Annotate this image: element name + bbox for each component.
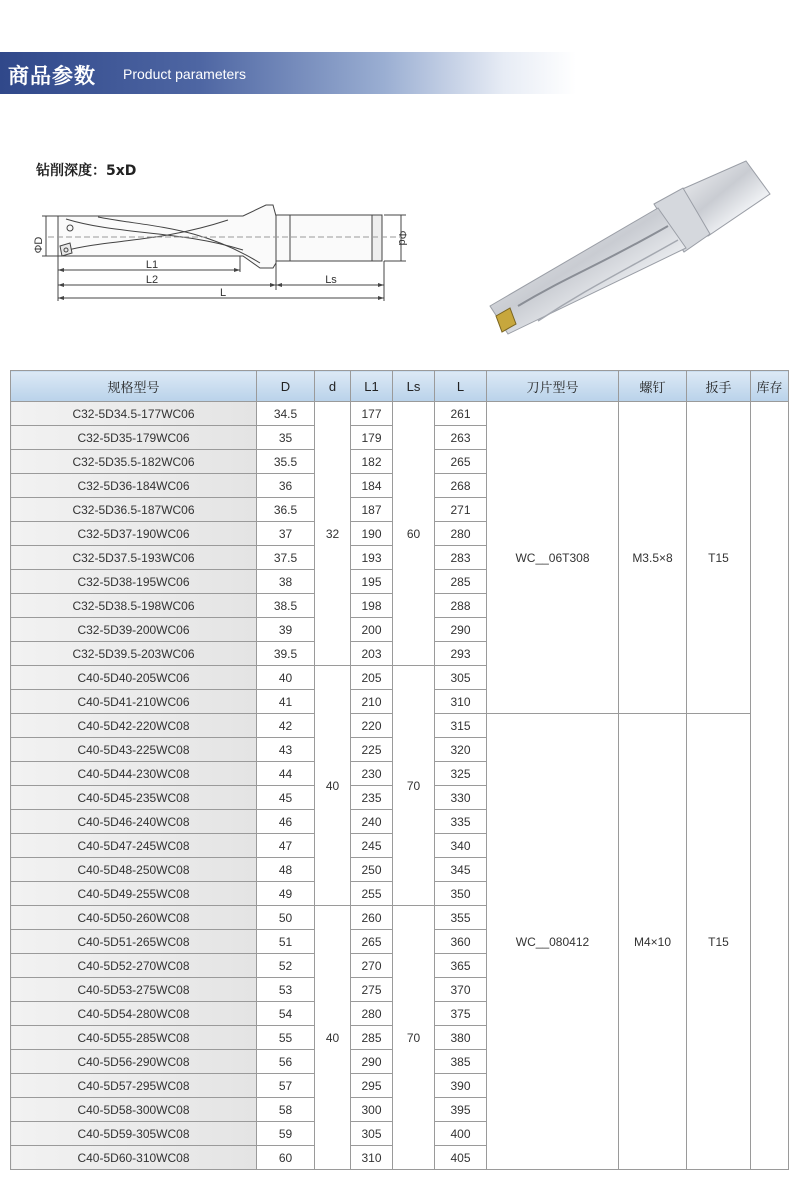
model-cell: C40-5D40-205WC06 xyxy=(11,666,257,690)
model-cell: C32-5D36.5-187WC06 xyxy=(11,498,257,522)
D-cell: 38.5 xyxy=(257,594,315,618)
header-insert: 刀片型号 xyxy=(487,371,619,402)
L-cell: 390 xyxy=(435,1074,487,1098)
D-cell: 51 xyxy=(257,930,315,954)
model-cell: C32-5D38-195WC06 xyxy=(11,570,257,594)
label-L2: L2 xyxy=(145,274,159,286)
D-cell: 48 xyxy=(257,858,315,882)
L1-cell: 230 xyxy=(351,762,393,786)
Ls-cell: 60 xyxy=(393,402,435,666)
model-cell: C40-5D45-235WC08 xyxy=(11,786,257,810)
L1-cell: 210 xyxy=(351,690,393,714)
D-cell: 42 xyxy=(257,714,315,738)
model-cell: C32-5D35-179WC06 xyxy=(11,426,257,450)
L1-cell: 187 xyxy=(351,498,393,522)
L1-cell: 290 xyxy=(351,1050,393,1074)
header-L: L xyxy=(435,371,487,402)
header-L1: L1 xyxy=(351,371,393,402)
L1-cell: 225 xyxy=(351,738,393,762)
insert-cell: WC__080412 xyxy=(487,714,619,1170)
header-banner xyxy=(0,52,800,94)
label-diameter-D: ΦD xyxy=(33,236,45,254)
D-cell: 39 xyxy=(257,618,315,642)
D-cell: 39.5 xyxy=(257,642,315,666)
L1-cell: 245 xyxy=(351,834,393,858)
D-cell: 52 xyxy=(257,954,315,978)
header-stock: 库存 xyxy=(751,371,789,402)
model-cell: C32-5D39-200WC06 xyxy=(11,618,257,642)
model-cell: C40-5D43-225WC08 xyxy=(11,738,257,762)
model-cell: C40-5D46-240WC08 xyxy=(11,810,257,834)
L1-cell: 240 xyxy=(351,810,393,834)
L-cell: 283 xyxy=(435,546,487,570)
L1-cell: 235 xyxy=(351,786,393,810)
L-cell: 395 xyxy=(435,1098,487,1122)
drill-dimension-diagram xyxy=(28,195,418,310)
L-cell: 365 xyxy=(435,954,487,978)
L-cell: 263 xyxy=(435,426,487,450)
header-screw: 螺钉 xyxy=(619,371,687,402)
L1-cell: 260 xyxy=(351,906,393,930)
model-cell: C40-5D53-275WC08 xyxy=(11,978,257,1002)
D-cell: 59 xyxy=(257,1122,315,1146)
L-cell: 325 xyxy=(435,762,487,786)
L1-cell: 275 xyxy=(351,978,393,1002)
model-cell: C32-5D34.5-177WC06 xyxy=(11,402,257,426)
model-cell: C40-5D60-310WC08 xyxy=(11,1146,257,1170)
model-cell: C40-5D47-245WC08 xyxy=(11,834,257,858)
D-cell: 45 xyxy=(257,786,315,810)
L-cell: 355 xyxy=(435,906,487,930)
D-cell: 60 xyxy=(257,1146,315,1170)
L1-cell: 177 xyxy=(351,402,393,426)
L-cell: 271 xyxy=(435,498,487,522)
L-cell: 360 xyxy=(435,930,487,954)
d-cell: 32 xyxy=(315,402,351,666)
L-cell: 265 xyxy=(435,450,487,474)
D-cell: 47 xyxy=(257,834,315,858)
label-L1: L1 xyxy=(145,259,159,271)
L1-cell: 200 xyxy=(351,618,393,642)
L1-cell: 205 xyxy=(351,666,393,690)
L-cell: 345 xyxy=(435,858,487,882)
model-cell: C32-5D37-190WC06 xyxy=(11,522,257,546)
L-cell: 385 xyxy=(435,1050,487,1074)
L1-cell: 270 xyxy=(351,954,393,978)
L-cell: 305 xyxy=(435,666,487,690)
D-cell: 44 xyxy=(257,762,315,786)
L1-cell: 285 xyxy=(351,1026,393,1050)
table-header-row xyxy=(11,371,789,402)
L-cell: 320 xyxy=(435,738,487,762)
D-cell: 58 xyxy=(257,1098,315,1122)
L1-cell: 182 xyxy=(351,450,393,474)
D-cell: 36.5 xyxy=(257,498,315,522)
D-cell: 55 xyxy=(257,1026,315,1050)
drill-product-image xyxy=(478,156,778,346)
L1-cell: 265 xyxy=(351,930,393,954)
screw-cell: M4×10 xyxy=(619,714,687,1170)
header-subtitle: Product parameters xyxy=(123,66,246,82)
model-cell: C40-5D56-290WC08 xyxy=(11,1050,257,1074)
D-cell: 57 xyxy=(257,1074,315,1098)
label-diameter-d: Φd xyxy=(396,230,408,246)
Ls-cell: 70 xyxy=(393,906,435,1170)
D-cell: 36 xyxy=(257,474,315,498)
stock-cell xyxy=(751,402,789,1170)
model-cell: C32-5D35.5-182WC06 xyxy=(11,450,257,474)
model-cell: C40-5D48-250WC08 xyxy=(11,858,257,882)
L1-cell: 280 xyxy=(351,1002,393,1026)
L1-cell: 195 xyxy=(351,570,393,594)
L-cell: 375 xyxy=(435,1002,487,1026)
D-cell: 37 xyxy=(257,522,315,546)
L1-cell: 193 xyxy=(351,546,393,570)
D-cell: 34.5 xyxy=(257,402,315,426)
L-cell: 330 xyxy=(435,786,487,810)
L1-cell: 300 xyxy=(351,1098,393,1122)
model-cell: C40-5D55-285WC08 xyxy=(11,1026,257,1050)
model-cell: C40-5D49-255WC08 xyxy=(11,882,257,906)
model-cell: C40-5D57-295WC08 xyxy=(11,1074,257,1098)
spec-table xyxy=(10,370,789,1170)
model-cell: C32-5D37.5-193WC06 xyxy=(11,546,257,570)
d-cell: 40 xyxy=(315,666,351,906)
L-cell: 285 xyxy=(435,570,487,594)
header-model: 规格型号 xyxy=(11,371,257,402)
model-cell: C40-5D58-300WC08 xyxy=(11,1098,257,1122)
L-cell: 310 xyxy=(435,690,487,714)
header-d: d xyxy=(315,371,351,402)
L-cell: 350 xyxy=(435,882,487,906)
L1-cell: 305 xyxy=(351,1122,393,1146)
model-cell: C40-5D51-265WC08 xyxy=(11,930,257,954)
model-cell: C40-5D59-305WC08 xyxy=(11,1122,257,1146)
L-cell: 261 xyxy=(435,402,487,426)
D-cell: 46 xyxy=(257,810,315,834)
L-cell: 315 xyxy=(435,714,487,738)
L1-cell: 250 xyxy=(351,858,393,882)
L1-cell: 310 xyxy=(351,1146,393,1170)
d-cell: 40 xyxy=(315,906,351,1170)
D-cell: 35 xyxy=(257,426,315,450)
D-cell: 50 xyxy=(257,906,315,930)
L1-cell: 190 xyxy=(351,522,393,546)
D-cell: 41 xyxy=(257,690,315,714)
L1-cell: 203 xyxy=(351,642,393,666)
L-cell: 380 xyxy=(435,1026,487,1050)
table-row xyxy=(11,402,789,426)
header-title: 商品参数 xyxy=(8,64,96,88)
wrench-cell: T15 xyxy=(687,402,751,714)
D-cell: 37.5 xyxy=(257,546,315,570)
D-cell: 40 xyxy=(257,666,315,690)
L1-cell: 295 xyxy=(351,1074,393,1098)
header-wrench: 扳手 xyxy=(687,371,751,402)
model-cell: C40-5D44-230WC08 xyxy=(11,762,257,786)
table-body xyxy=(11,402,789,1170)
model-cell: C32-5D39.5-203WC06 xyxy=(11,642,257,666)
Ls-cell: 70 xyxy=(393,666,435,906)
label-L: L xyxy=(219,287,227,299)
insert-cell: WC__06T308 xyxy=(487,402,619,714)
header-D: D xyxy=(257,371,315,402)
header-Ls: Ls xyxy=(393,371,435,402)
L1-cell: 198 xyxy=(351,594,393,618)
model-cell: C40-5D54-280WC08 xyxy=(11,1002,257,1026)
D-cell: 49 xyxy=(257,882,315,906)
L-cell: 290 xyxy=(435,618,487,642)
L1-cell: 179 xyxy=(351,426,393,450)
model-cell: C32-5D36-184WC06 xyxy=(11,474,257,498)
D-cell: 53 xyxy=(257,978,315,1002)
L1-cell: 220 xyxy=(351,714,393,738)
L-cell: 335 xyxy=(435,810,487,834)
model-cell: C40-5D52-270WC08 xyxy=(11,954,257,978)
L-cell: 280 xyxy=(435,522,487,546)
L-cell: 340 xyxy=(435,834,487,858)
label-Ls: Ls xyxy=(325,274,337,286)
model-cell: C40-5D41-210WC06 xyxy=(11,690,257,714)
L-cell: 268 xyxy=(435,474,487,498)
D-cell: 38 xyxy=(257,570,315,594)
D-cell: 56 xyxy=(257,1050,315,1074)
L1-cell: 255 xyxy=(351,882,393,906)
L-cell: 400 xyxy=(435,1122,487,1146)
drill-depth-label: 钻削深度：5xD xyxy=(36,163,137,179)
D-cell: 35.5 xyxy=(257,450,315,474)
model-cell: C32-5D38.5-198WC06 xyxy=(11,594,257,618)
L-cell: 288 xyxy=(435,594,487,618)
model-cell: C40-5D50-260WC08 xyxy=(11,906,257,930)
L-cell: 370 xyxy=(435,978,487,1002)
D-cell: 43 xyxy=(257,738,315,762)
model-cell: C40-5D42-220WC08 xyxy=(11,714,257,738)
L-cell: 405 xyxy=(435,1146,487,1170)
screw-cell: M3.5×8 xyxy=(619,402,687,714)
D-cell: 54 xyxy=(257,1002,315,1026)
L-cell: 293 xyxy=(435,642,487,666)
wrench-cell: T15 xyxy=(687,714,751,1170)
L1-cell: 184 xyxy=(351,474,393,498)
